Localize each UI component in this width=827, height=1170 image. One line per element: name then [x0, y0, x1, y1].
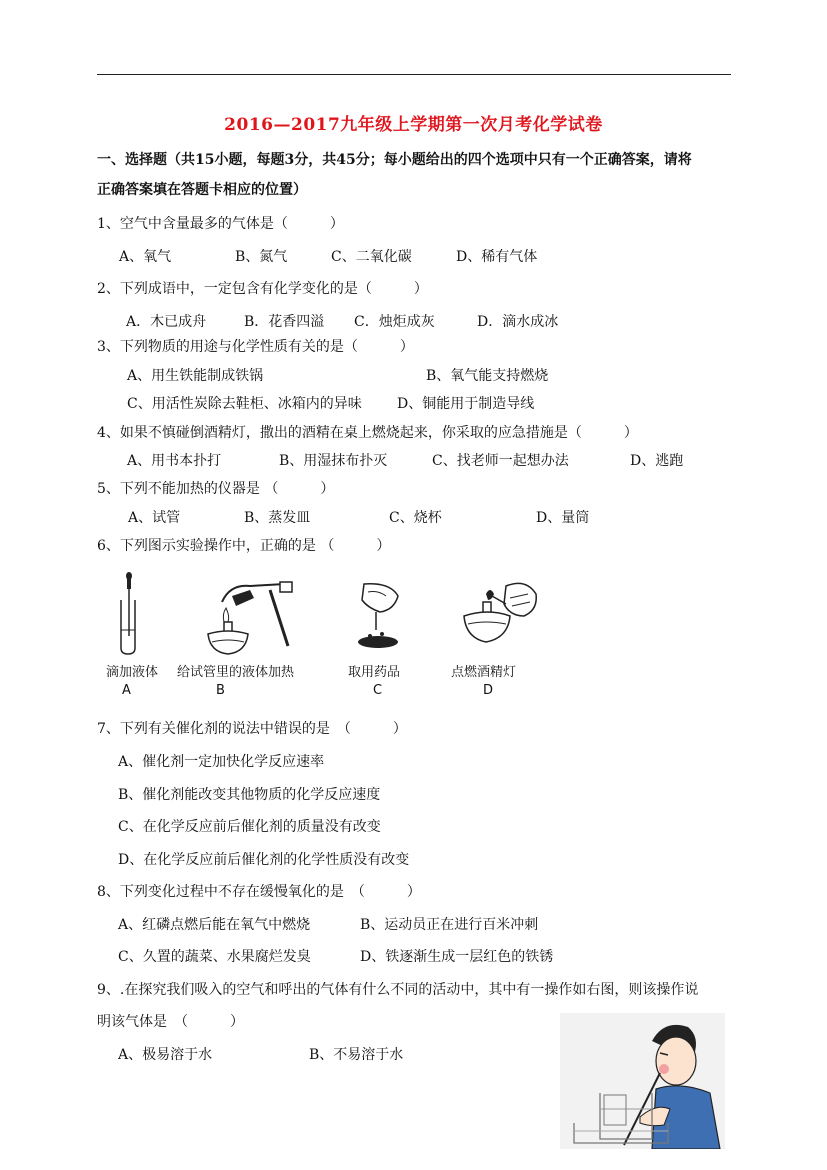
figure-d-letter: D [483, 683, 494, 698]
q7-option-d: D、在化学反应前后催化剂的化学性质没有改变 [118, 852, 410, 868]
q9-option-a: A、极易溶于水 [118, 1047, 213, 1063]
q9-option-b: B、不易溶于水 [309, 1047, 404, 1063]
figure-a-caption: 滴加液体 [106, 665, 159, 680]
q8-option-b: B、运动员正在进行百米冲刺 [360, 917, 539, 933]
figure-c-letter: C [373, 683, 383, 698]
question-3-stem: 3、下列物质的用途与化学性质有关的是（ ） [97, 339, 414, 355]
header-rule [97, 74, 731, 75]
figure-b-heating-tube-illustration [200, 578, 300, 660]
q3-option-c: C、用活性炭除去鞋柜、冰箱内的异味 [127, 396, 362, 412]
q8-option-c: C、久置的蔬菜、水果腐烂发臭 [118, 949, 311, 965]
q4-option-d: D、逃跑 [630, 453, 684, 469]
question-8-stem: 8、下列变化过程中不存在缓慢氧化的是 （ ） [97, 884, 421, 900]
q1-option-a: A、氧气 [119, 249, 172, 265]
q2-option-c: C．烛炬成灰 [354, 314, 435, 330]
q3-option-d: D、铜能用于制造导线 [397, 396, 535, 412]
question-9-stem-continued: 明该气体是 （ ） [97, 1014, 244, 1030]
section-heading-line1: 一、选择题（共15小题，每题3分，共45分；每小题给出的四个选项中只有一个正确答案，请将 [97, 152, 692, 168]
q2-option-b: B．花香四溢 [244, 314, 325, 330]
q7-option-b: B、催化剂能改变其他物质的化学反应速度 [118, 787, 381, 803]
q2-option-d: D．滴水成冰 [477, 314, 559, 330]
q1-option-d: D、稀有气体 [456, 249, 538, 265]
question-6-stem: 6、下列图示实验操作中，正确的是 （ ） [97, 538, 391, 554]
figure-a-letter: A [122, 683, 131, 698]
q1-option-b: B、氮气 [235, 249, 288, 265]
figure-d-lighting-lamp-illustration [456, 576, 542, 658]
q3-option-b: B、氧气能支持燃烧 [426, 368, 549, 384]
question-2-stem: 2、下列成语中，一定包含有化学变化的是（ ） [97, 281, 428, 297]
question-9-illustration [560, 1013, 725, 1149]
figure-c-caption: 取用药品 [348, 665, 401, 680]
q7-option-c: C、在化学反应前后催化剂的质量没有改变 [118, 819, 381, 835]
question-9-stem: 9、.在探究我们吸入的空气和呼出的气体有什么不同的活动中，其中有一操作如右图，则该操作说 [97, 982, 699, 998]
figure-a-dropper-illustration [112, 570, 144, 656]
q3-option-a: A、用生铁能制成铁锅 [127, 368, 264, 384]
q5-option-b: B、蒸发皿 [244, 510, 311, 526]
figure-b-letter: B [216, 683, 225, 698]
figure-d-caption: 点燃酒精灯 [451, 665, 517, 680]
q5-option-a: A、试管 [128, 510, 181, 526]
question-7-stem: 7、下列有关催化剂的说法中错误的是 （ ） [97, 721, 407, 737]
q2-option-a: A．木已成舟 [126, 314, 207, 330]
question-5-stem: 5、下列不能加热的仪器是 （ ） [97, 481, 335, 497]
q5-option-d: D、量筒 [536, 510, 590, 526]
q1-option-c: C、二氧化碳 [331, 249, 412, 265]
q4-option-a: A、用书本扑打 [127, 453, 222, 469]
q7-option-a: A、催化剂一定加快化学反应速率 [118, 754, 325, 770]
q5-option-c: C、烧杯 [389, 510, 442, 526]
q8-option-d: D、铁逐渐生成一层红色的铁锈 [360, 949, 554, 965]
figure-c-taking-reagent-illustration [350, 578, 406, 654]
exam-title: 2016—2017九年级上学期第一次月考化学试卷 [224, 115, 603, 135]
section-heading-line2: 正确答案填在答题卡相应的位置） [97, 182, 307, 198]
q4-option-b: B、用湿抹布扑灭 [279, 453, 388, 469]
figure-b-caption: 给试管里的液体加热 [177, 665, 295, 680]
question-1-stem: 1、空气中含量最多的气体是（ ） [97, 216, 344, 232]
question-4-stem: 4、如果不慎碰倒酒精灯，撒出的酒精在桌上燃烧起来，你采取的应急措施是（ ） [97, 425, 638, 441]
q8-option-a: A、红磷点燃后能在氧气中燃烧 [118, 917, 311, 933]
q4-option-c: C、找老师一起想办法 [432, 453, 569, 469]
